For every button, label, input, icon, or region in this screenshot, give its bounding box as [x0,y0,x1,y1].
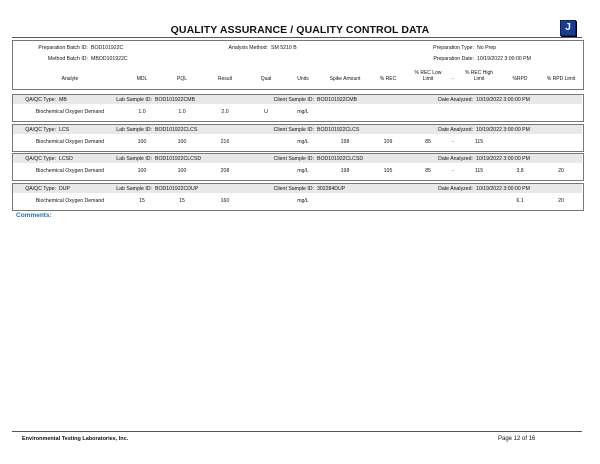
cell-dash: - [452,139,454,145]
col-dash: - [452,76,454,82]
lab-sample-label: Lab Sample ID: [116,186,152,192]
qaqc-type-label: QA/QC Type: [25,156,56,162]
cell-rec-high: 115 [474,139,484,145]
report-badge: J [560,20,576,36]
prep-date-value: 10/19/2022 3:00:00 PM [477,56,531,62]
col-rpd-limit: % RPD Limit [546,76,576,82]
cell-result: 160 [220,198,230,204]
lab-sample-value: BOD101922CDUP [155,186,199,192]
client-sample-value: BOD101922CLCSD [317,156,364,162]
col-rec-low-line2: Limit [422,76,434,82]
cell-dash: - [452,168,454,174]
prep-batch-label: Preparation Batch ID: [38,45,88,51]
cell-result: 2.0 [221,109,229,115]
cell-result: 216 [220,139,230,145]
client-sample-label: Client Sample ID: [273,186,314,192]
client-sample-label: Client Sample ID: [273,127,314,133]
prep-batch-value: BOD101922C [91,45,124,51]
date-analyzed-value: 10/19/2022 3:00:00 PM [476,156,530,162]
col-rec-high-line1: % REC High [464,70,494,76]
date-analyzed-label: Date Analyzed: [438,186,473,192]
footer-divider [12,431,582,432]
cell-rec-high: 115 [474,168,484,174]
client-sample-label: Client Sample ID: [273,156,314,162]
cell-rec-low: 85 [425,139,431,145]
client-sample-value: 302284DUP [317,186,346,192]
qaqc-type-label: QA/QC Type: [25,97,56,103]
cell-units: mg/L [297,139,309,145]
title-divider [12,37,582,38]
qaqc-type-value: MB [59,97,67,103]
qaqc-type-value: DUP [59,186,70,192]
lab-sample-value: BOD101922CMB [155,97,196,103]
lab-sample-label: Lab Sample ID: [116,127,152,133]
col-qual: Qual [260,76,272,82]
cell-result: 208 [220,168,230,174]
cell-mdl: 1.0 [138,109,146,115]
client-sample-value: BOD101922CMB [317,97,358,103]
cell-analyte: Biochemical Oxygen Demand [35,198,105,204]
cell-mdl: 15 [139,198,145,204]
cell-mdl: 100 [137,139,147,145]
cell-pql: 100 [177,168,187,174]
footer-company: Environmental Testing Laboratories, Inc. [22,436,129,442]
prep-type-label: Preparation Type: [433,45,474,51]
col-rec: % REC [379,76,397,82]
qaqc-type-value: LCSD [59,156,73,162]
col-rec-high [458,70,500,82]
report-title: QUALITY ASSURANCE / QUALITY CONTROL DATA [170,24,430,36]
prep-date-label: Preparation Date: [433,56,474,62]
date-analyzed-value: 10/19/2022 3:00:00 PM [476,97,530,103]
col-analyte: Analyte [61,76,79,82]
cell-rec: 105 [383,168,393,174]
analysis-method-label: Analysis Method: [228,45,268,51]
col-units: Units [297,76,309,82]
cell-spike: 198 [340,139,350,145]
qaqc-type-value: LCS [59,127,70,133]
lab-sample-label: Lab Sample ID: [116,97,152,103]
cell-rec-low: 85 [425,168,431,174]
col-rec-low-line1: % REC Low [414,70,442,76]
cell-pql: 100 [177,139,187,145]
cell-rpd: 3.8 [516,168,524,174]
cell-rpd: 6.1 [516,198,524,204]
cell-rpd-limit: 20 [558,198,564,204]
cell-analyte: Biochemical Oxygen Demand [35,109,105,115]
col-pql: PQL [176,76,187,82]
analysis-method-value: SM 5210 B [271,45,297,51]
col-rec-high-line2: Limit [473,76,485,82]
method-batch-value: MBOD101922C [91,56,128,62]
date-analyzed-label: Date Analyzed: [438,156,473,162]
col-result: Result [217,76,233,82]
client-sample-value: BOD101922CLCS [317,127,360,133]
cell-mdl: 100 [137,168,147,174]
comments-label: Comments: [16,212,52,219]
prep-type-value: No Prep [477,45,497,51]
lab-sample-label: Lab Sample ID: [116,156,152,162]
col-spike: Spike Amount [329,76,361,82]
cell-units: mg/L [297,198,309,204]
cell-rec: 109 [383,139,393,145]
lab-sample-value: BOD101922CLCS [155,127,198,133]
cell-pql: 15 [179,198,185,204]
col-rec-low [408,70,448,82]
cell-rpd-limit: 20 [558,168,564,174]
qaqc-type-label: QA/QC Type: [25,186,56,192]
col-rpd: %RPD [512,76,528,82]
date-analyzed-value: 10/19/2022 3:00:00 PM [476,186,530,192]
method-batch-label: Method Batch ID: [47,56,88,62]
footer-page: Page 12 of 16 [498,436,536,442]
cell-analyte: Biochemical Oxygen Demand [35,139,105,145]
cell-pql: 1.0 [178,109,186,115]
cell-units: mg/L [297,109,309,115]
date-analyzed-label: Date Analyzed: [438,97,473,103]
col-mdl: MDL [136,76,148,82]
lab-sample-value: BOD101922CLCSD [155,156,202,162]
date-analyzed-value: 10/19/2022 3:00:00 PM [476,127,530,133]
cell-spike: 198 [340,168,350,174]
cell-analyte: Biochemical Oxygen Demand [35,168,105,174]
cell-qual: U [264,109,268,115]
date-analyzed-label: Date Analyzed: [438,127,473,133]
qaqc-type-label: QA/QC Type: [25,127,56,133]
client-sample-label: Client Sample ID: [273,97,314,103]
cell-units: mg/L [297,168,309,174]
